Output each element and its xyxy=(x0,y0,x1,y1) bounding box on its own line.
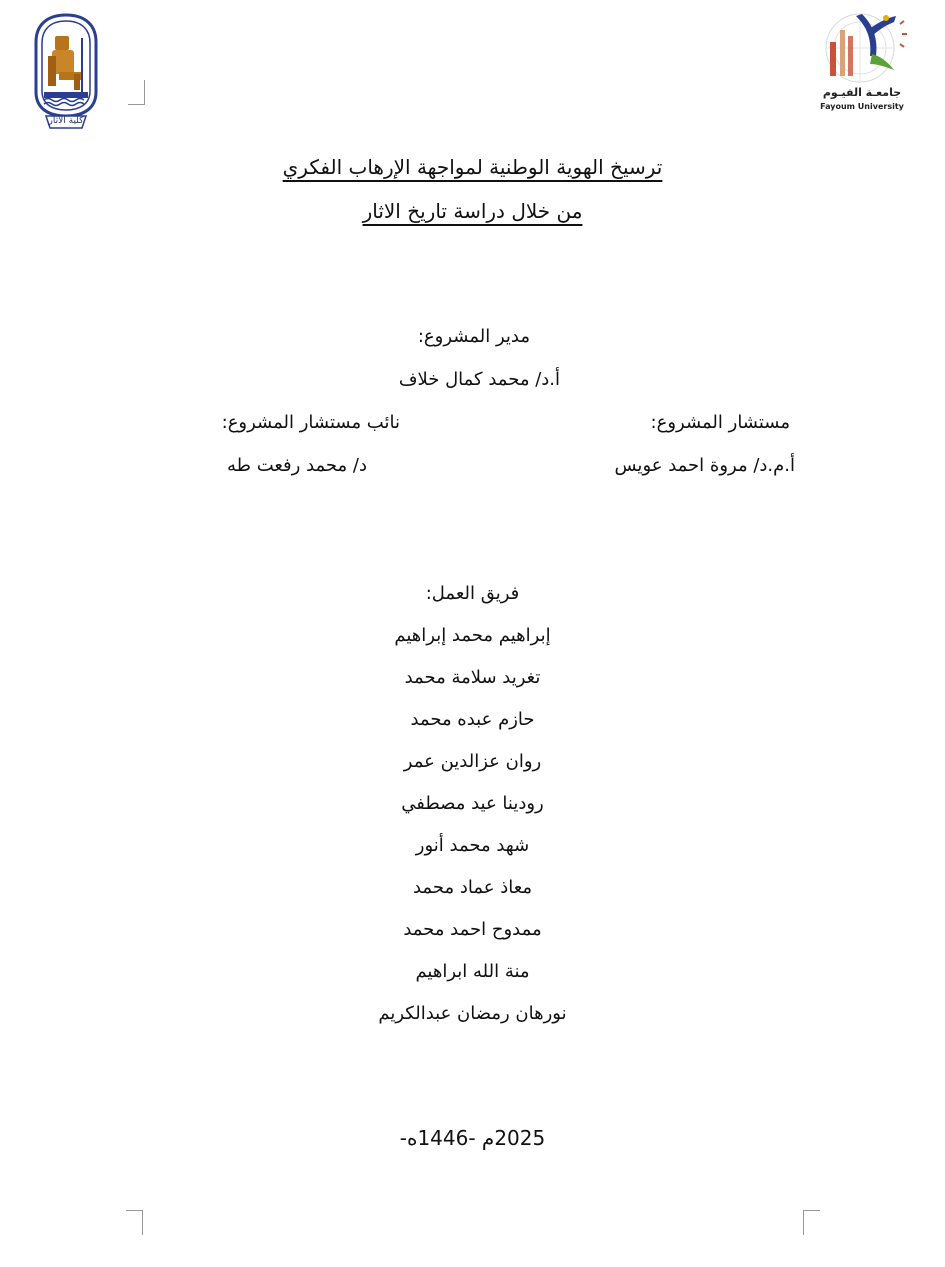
team-member: حازم عبده محمد xyxy=(410,709,535,730)
faculty-logo-caption: كلية الآثار xyxy=(48,116,84,126)
team-member: تغريد سلامة محمد xyxy=(404,667,541,688)
crop-mark-top-left xyxy=(128,80,145,105)
document-date: 2025م -1446ه- xyxy=(399,1126,546,1150)
document-title-line1: ترسيخ الهوية الوطنية لمواجهة الإرهاب الفكري xyxy=(282,155,663,179)
manager-name: أ.د/ محمد كمال خلاف xyxy=(398,369,560,390)
deputy-consultant-label: نائب مستشار المشروع: xyxy=(221,412,400,433)
team-member: رودينا عيد مصطفي xyxy=(401,793,544,814)
faculty-logo xyxy=(30,12,102,132)
team-label: فريق العمل: xyxy=(425,583,520,604)
fayoum-university-emblem-icon xyxy=(816,4,908,86)
deputy-consultant-name: د/ محمد رفعت طه xyxy=(227,455,367,476)
university-name-en: Fayoum University xyxy=(820,102,904,111)
team-member: ممدوح احمد محمد xyxy=(403,919,542,940)
manager-label: مدير المشروع: xyxy=(417,326,530,347)
crop-mark-bottom-left xyxy=(126,1210,143,1235)
team-member: نورهان رمضان عبدالكريم xyxy=(378,1003,567,1024)
team-member: معاذ عماد محمد xyxy=(412,877,533,898)
team-member: روان عزالدين عمر xyxy=(403,751,542,772)
team-member: شهد محمد أنور xyxy=(415,835,530,856)
consultant-label: مستشار المشروع: xyxy=(650,412,790,433)
university-logo xyxy=(816,4,908,114)
document-title-line2: من خلال دراسة تاريخ الاثار xyxy=(362,199,583,223)
team-member: منة الله ابراهيم xyxy=(415,961,530,982)
consultant-name: أ.م.د/ مروة احمد عويس xyxy=(614,455,795,476)
crop-mark-bottom-right xyxy=(803,1210,820,1235)
team-member: إبراهيم محمد إبراهيم xyxy=(394,625,551,646)
pharaoh-figure-icon xyxy=(30,12,102,132)
university-name-ar: جامعـة الفيـوم xyxy=(822,86,902,99)
